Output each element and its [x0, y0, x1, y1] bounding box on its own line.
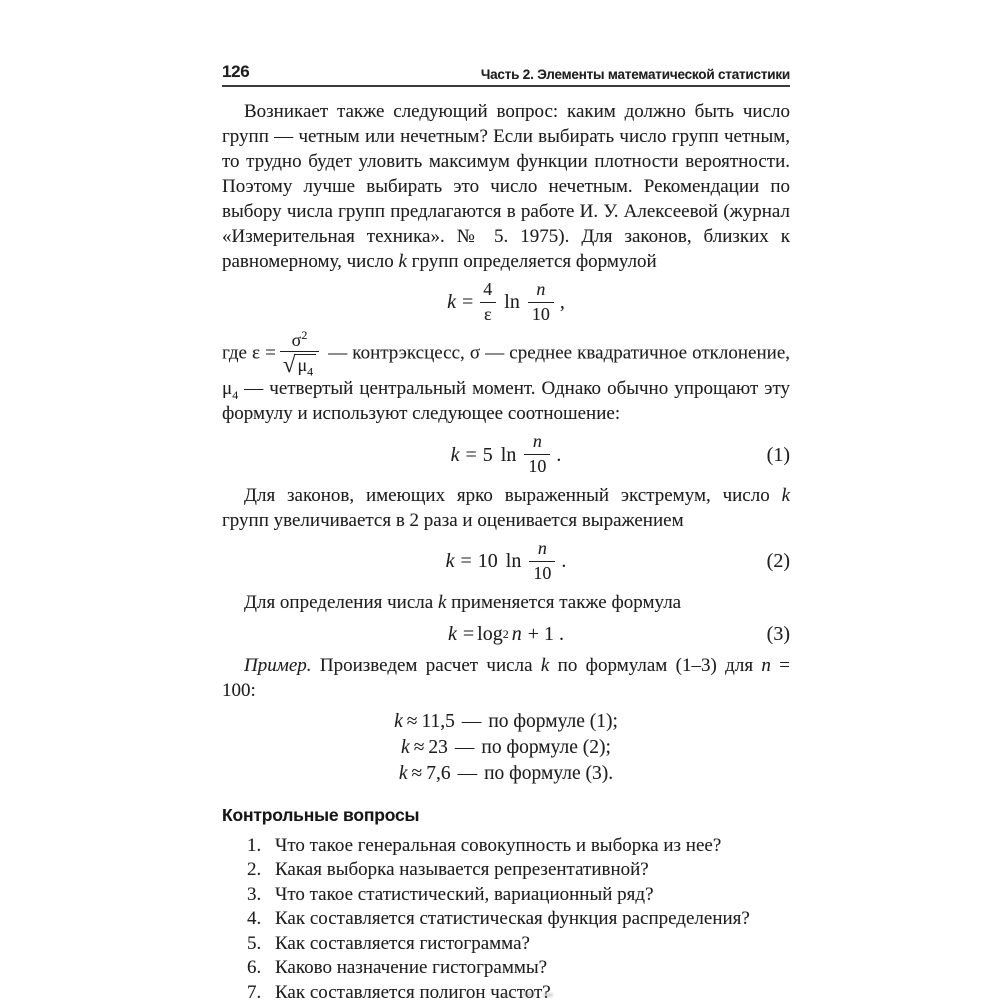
text-run: — контрэксцесс, σ — среднее квадратичное отклонение, μ [222, 341, 791, 400]
question-number: 3. [247, 883, 262, 905]
text-run: где [222, 341, 247, 363]
fraction-sigma2-over-sqrt-mu4 [280, 327, 319, 380]
subscript-4: 4 [232, 388, 239, 403]
equals-sign: = [462, 291, 474, 314]
var-k: k [398, 251, 407, 272]
var-k: k [437, 591, 447, 613]
var-mu: μ [297, 355, 308, 376]
fraction-n-over-10 [529, 539, 555, 584]
question-item [222, 858, 790, 883]
result-text: по формуле (2); [481, 736, 611, 758]
question-number: 1. [247, 834, 262, 856]
question-text: Как составляется статистическая функция распределения? [275, 908, 750, 930]
denominator: 10 [529, 561, 555, 584]
radicand [294, 354, 316, 380]
formula-3 [222, 624, 790, 644]
equals-sign: = [462, 622, 475, 645]
example-result-2 [222, 735, 790, 761]
plus-one-period: + 1 . [527, 622, 564, 645]
approx-sign: ≈ [406, 710, 418, 732]
chapter-title: Часть 2. Элементы математической статистики [480, 67, 790, 82]
result-text: по формуле (3). [484, 762, 614, 784]
question-text: Какая выборка называется репрезентативной? [275, 859, 649, 881]
questions-list [222, 834, 790, 1000]
equation-number-3: (3) [766, 622, 790, 645]
page-number: 126 [222, 62, 250, 81]
em-dash: — [454, 736, 475, 758]
subscript-4: 4 [307, 365, 314, 380]
text-run: Произведем расчет числа [311, 654, 541, 676]
text-run: групп определяется формулой [406, 251, 657, 272]
paragraph-also-formula [222, 590, 790, 615]
ln-operator: ln [505, 550, 522, 573]
paragraph-where [222, 327, 791, 427]
question-item [222, 883, 790, 908]
equals-sign: = [465, 443, 477, 466]
exponent-2: 2 [301, 327, 308, 342]
square-root [282, 352, 316, 380]
question-item [222, 956, 790, 981]
text-run: Возникает также следующий вопрос: каким должно быть число групп — четным или нечетным? Если выбирать число групп четным, то трудно будет уловить максимум функции плотности вероятности. Поэтому лучше выбирать это число нечетным. Рекомендации по выбору числа групп предлагаются в работе И. У. Алексеевой (журнал «Измерительная техника». № 5. 1975). Для законов, близких к равномерному, число [222, 101, 790, 272]
question-item [222, 834, 790, 859]
page-bottom-cutoff-artifact [497, 991, 559, 1000]
question-number: 6. [247, 957, 262, 979]
var-k: k [394, 710, 403, 732]
text-run: применяется также формула [446, 591, 682, 613]
formula-body [448, 432, 565, 477]
question-number: 5. [247, 932, 262, 954]
period: . [556, 443, 562, 466]
log-operator: log [477, 622, 503, 645]
formula-body: k = log 2 n + 1 . [447, 622, 564, 645]
var-k: k [450, 443, 460, 466]
question-text: Каково назначение гистограммы? [275, 957, 548, 979]
denominator: 10 [524, 454, 550, 477]
section-heading-control-questions: Контрольные вопросы [222, 804, 420, 825]
denominator: ε [480, 302, 496, 325]
example-results [222, 709, 790, 787]
numerator: 4 [483, 279, 493, 299]
denominator: 10 [528, 302, 554, 325]
var-n: n [511, 622, 522, 645]
paragraph-extremum [222, 483, 790, 533]
equals-sign: = [460, 550, 472, 573]
equation-number-1: (1) [766, 443, 790, 466]
ln-operator: ln [500, 443, 517, 466]
em-dash: — [461, 710, 482, 732]
denominator [280, 351, 319, 380]
question-text: Как составляется гистограмма? [275, 932, 530, 954]
result-text: по формуле (1); [488, 710, 618, 732]
period: . [561, 550, 567, 573]
text-run: групп увеличивается в 2 раза и оценивается выражением [222, 510, 684, 532]
var-n: n [761, 654, 771, 676]
formula-1 [222, 432, 790, 477]
var-k: k [447, 622, 457, 645]
fraction-4-over-epsilon [479, 280, 496, 325]
example-lead-italic: Пример. [244, 654, 312, 676]
ln-operator: ln [504, 291, 520, 314]
numerator: n [537, 538, 547, 559]
var-epsilon: ε [252, 341, 261, 363]
em-dash: — [457, 762, 478, 784]
fraction-n-over-10 [528, 280, 554, 325]
equation-number-2: (2) [766, 550, 790, 573]
question-text: Как составляется полигон частот? [275, 981, 551, 1000]
var-k: k [447, 291, 457, 314]
numerator: n [532, 431, 542, 452]
question-item [222, 932, 790, 957]
paragraph-example [222, 653, 790, 703]
formula-body [443, 539, 570, 584]
text-run: Для законов, имеющих ярко выраженный экстремум, число [244, 485, 782, 507]
question-number: 2. [247, 859, 262, 881]
example-result-1 [222, 709, 790, 735]
coefficient: 10 [477, 550, 498, 573]
formula-body [444, 280, 568, 325]
numerator [286, 327, 314, 352]
var-k: k [398, 762, 408, 784]
approx-sign: ≈ [413, 736, 425, 758]
page-header [222, 62, 790, 87]
paragraph-intro [222, 99, 790, 274]
question-item [222, 907, 790, 932]
result-value: 23 [428, 736, 448, 758]
text-run: = 100: [222, 654, 790, 701]
text-run: по формулам (1–3) для [549, 654, 762, 676]
var-k: k [781, 485, 790, 507]
text-run: — четвертый центральный момент. Однако обычно упрощают эту формулу и используют следующее соотношение: [222, 378, 790, 425]
fraction-n-over-10 [524, 432, 550, 477]
result-value: 11,5 [421, 710, 455, 732]
question-number: 4. [247, 908, 262, 930]
formula-2 [222, 539, 790, 584]
var-k: k [401, 736, 410, 758]
formula-k-4eps [222, 280, 790, 325]
numerator: n [536, 279, 546, 299]
question-text: Что такое статистический, вариационный ряд? [275, 883, 654, 905]
text-run: Для определения числа [244, 591, 438, 613]
example-result-3 [222, 761, 790, 787]
question-text: Что такое генеральная совокупность и выборка из нее? [275, 834, 722, 856]
radical-sign: √ [282, 352, 296, 378]
result-value: 7,6 [426, 762, 451, 784]
question-number: 7. [247, 981, 262, 1000]
var-k: k [540, 654, 550, 676]
comma: , [559, 291, 565, 314]
var-k: k [445, 550, 455, 573]
var-sigma: σ [291, 329, 302, 350]
equals-sign: = [265, 341, 276, 363]
approx-sign: ≈ [411, 762, 423, 784]
coefficient: 5 [482, 443, 493, 466]
